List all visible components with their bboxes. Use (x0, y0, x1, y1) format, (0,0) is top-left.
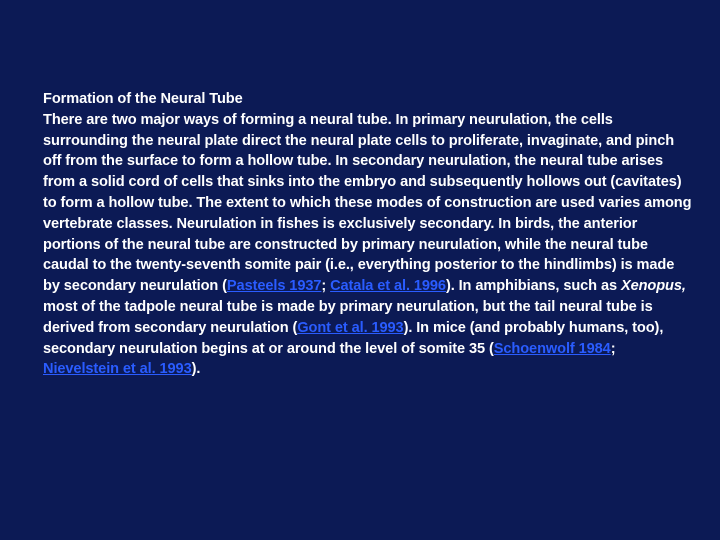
body-text (43, 89, 693, 380)
paragraph-text: ). In mice (and probably humans, too), secondary neurulation begins at or around the level of somite 35 ( (43, 319, 664, 357)
species-name-xenopus: Xenopus, (620, 278, 686, 295)
citation-link-catala[interactable]: Catala et al. 1996 (330, 278, 446, 295)
paragraph-text: ). (191, 361, 201, 378)
paragraph-text: most of the tadpole neural tube is made by primary neurulation, but the tail neural tube is derived from secondary neurulation ( (43, 298, 653, 336)
document-title: Formation of the Neural Tube (43, 91, 243, 107)
paragraph-text: ). In amphibians, such as (445, 278, 621, 295)
citation-link-gont[interactable]: Gont et al. 1993 (297, 319, 404, 336)
citation-separator: ; (321, 278, 331, 295)
citation-link-nievelstein[interactable]: Nievelstein et al. 1993 (43, 361, 192, 378)
citation-link-schoenwolf[interactable]: Schoenwolf 1984 (493, 340, 611, 357)
paragraph-text: There are two major ways of forming a neural tube. In primary neurulation, the cells surrounding the neural plate direct the neural plate cells to proliferate, invaginate, and pinch off from the surface to form a hollow tube. In secondary neurulation, the neural tube arises from a solid cord of cells that sinks into the embryo and subsequently hollows out (cavitates) to form a hollow tube. The extent to which these modes of construction are used varies among vertebrate classes. Neurulation in fishes is exclusively secondary. In birds, the anterior portions of the neural tube are constructed by primary neurulation, while the neural tube caudal to the twenty-seventh somite pair (i.e., everything posterior to the hindlimbs) is made by secondary neurulation ( (43, 111, 692, 295)
citation-separator: ; (610, 340, 616, 357)
citation-link-pasteels[interactable]: Pasteels 1937 (226, 278, 322, 295)
